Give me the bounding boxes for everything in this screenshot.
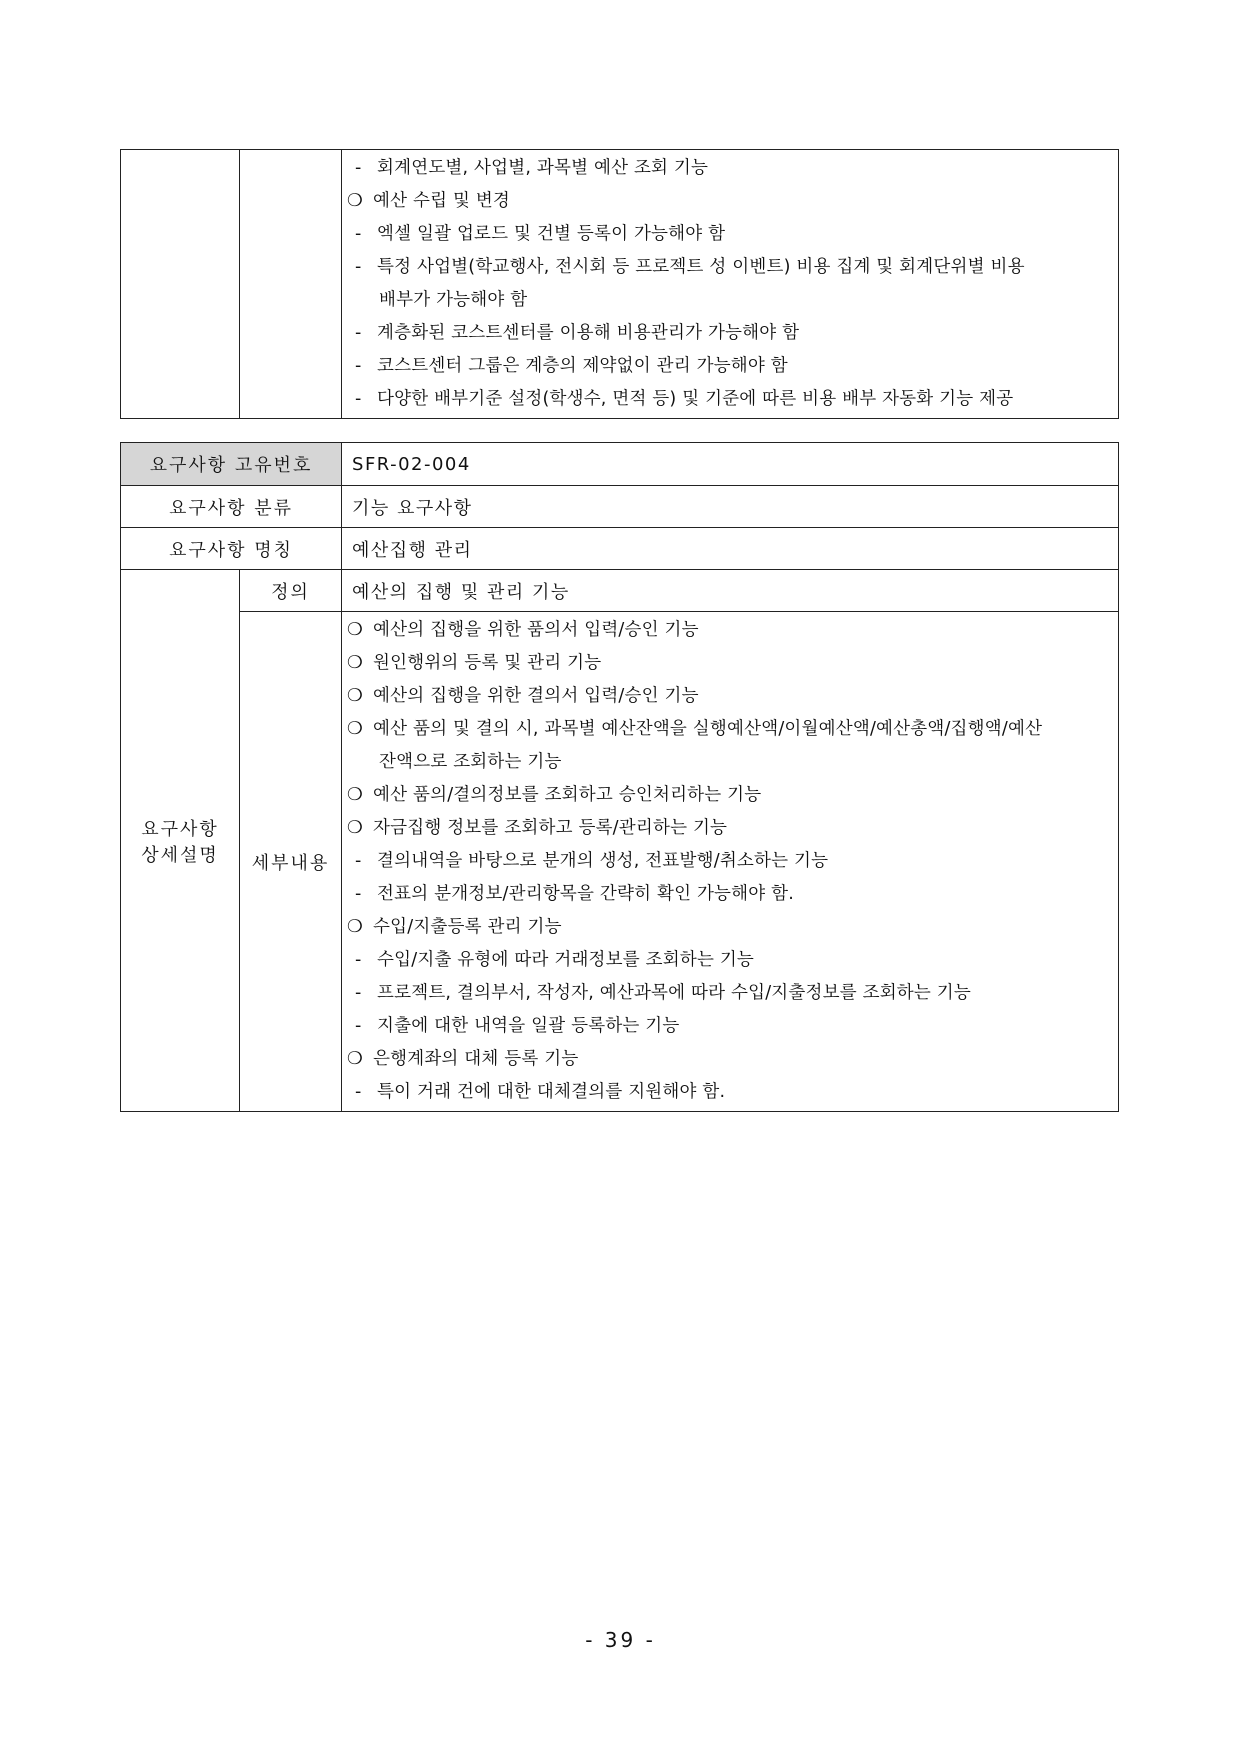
text-line xyxy=(347,317,1114,350)
requirement-name-label: 요구사항 명칭 xyxy=(121,528,342,570)
dash-marker: - xyxy=(355,983,362,1003)
text-line xyxy=(347,1010,1114,1043)
text-line xyxy=(347,218,1114,251)
line-text: 원인행위의 등록 및 관리 기능 xyxy=(373,653,602,673)
line-text: 예산 품의/결의정보를 조회하고 승인처리하는 기능 xyxy=(373,785,762,805)
line-text: 수입/지출 유형에 따라 거래정보를 조회하는 기능 xyxy=(377,950,755,970)
circle-bullet-icon: ❍ xyxy=(347,719,363,739)
text-line xyxy=(347,746,1114,779)
requirement-category-value: 기능 요구사항 xyxy=(342,486,1119,528)
text-line xyxy=(347,812,1114,845)
circle-bullet-icon: ❍ xyxy=(347,653,363,673)
line-text: 예산의 집행을 위한 품의서 입력/승인 기능 xyxy=(373,620,699,640)
line-text: 수입/지출등록 관리 기능 xyxy=(373,917,562,937)
definition-value: 예산의 집행 및 관리 기능 xyxy=(342,570,1119,612)
line-text: 특정 사업별(학교행사, 전시회 등 프로젝트 성 이벤트) 비용 집계 및 회계단위별 비용 xyxy=(377,257,1025,277)
text-line xyxy=(347,152,1114,185)
line-text: 자금집행 정보를 조회하고 등록/관리하는 기능 xyxy=(373,818,728,838)
circle-bullet-icon: ❍ xyxy=(347,686,363,706)
text-line xyxy=(347,845,1114,878)
detail-label-line-2: 상세설명 xyxy=(141,844,219,866)
dash-marker: - xyxy=(355,323,362,343)
line-text: 배부가 가능해야 함 xyxy=(379,290,528,310)
dash-marker: - xyxy=(355,158,362,178)
dash-marker: - xyxy=(355,1082,362,1102)
line-text: 코스트센터 그룹은 계층의 제약없이 관리 가능해야 함 xyxy=(377,356,788,376)
line-text: 계층화된 코스트센터를 이용해 비용관리가 가능해야 함 xyxy=(377,323,800,343)
requirement-id-label: 요구사항 고유번호 xyxy=(121,443,342,486)
dash-marker: - xyxy=(355,389,362,409)
text-line xyxy=(347,878,1114,911)
line-text: 프로젝트, 결의부서, 작성자, 예산과목에 따라 수입/지출정보를 조회하는 기능 xyxy=(377,983,971,1003)
text-line xyxy=(347,383,1114,416)
details-lines xyxy=(342,612,1119,1112)
dash-marker: - xyxy=(355,950,362,970)
requirement-table xyxy=(120,442,1119,1112)
circle-bullet-icon: ❍ xyxy=(347,191,363,211)
text-line xyxy=(347,977,1114,1010)
circle-bullet-icon: ❍ xyxy=(347,785,363,805)
line-text: 예산 수립 및 변경 xyxy=(373,191,511,211)
dash-marker: - xyxy=(355,851,362,871)
text-line xyxy=(347,284,1114,317)
line-text: 다양한 배부기준 설정(학생수, 면적 등) 및 기준에 따른 비용 배부 자동화 기능 제공 xyxy=(377,389,1014,409)
empty-cell xyxy=(121,150,240,419)
text-line xyxy=(347,1043,1114,1076)
line-text: 회계연도별, 사업별, 과목별 예산 조회 기능 xyxy=(377,158,709,178)
empty-cell xyxy=(240,150,342,419)
line-text: 예산 품의 및 결의 시, 과목별 예산잔액을 실행예산액/이월예산액/예산총액/집행액/예산 xyxy=(373,719,1043,739)
text-line xyxy=(347,350,1114,383)
text-line xyxy=(347,647,1114,680)
detail-label-line-1: 요구사항 xyxy=(141,818,219,840)
definition-label: 정의 xyxy=(240,570,342,612)
text-line xyxy=(347,251,1114,284)
line-text: 은행계좌의 대체 등록 기능 xyxy=(373,1049,579,1069)
text-line xyxy=(347,713,1114,746)
line-text: 특이 거래 건에 대한 대체결의를 지원해야 함. xyxy=(377,1082,726,1102)
circle-bullet-icon: ❍ xyxy=(347,620,363,640)
text-line xyxy=(347,614,1114,647)
continuation-lines xyxy=(342,150,1119,419)
continuation-table xyxy=(120,149,1119,419)
line-text: 예산의 집행을 위한 결의서 입력/승인 기능 xyxy=(373,686,699,706)
line-text: 전표의 분개정보/관리항목을 간략히 확인 가능해야 함. xyxy=(377,884,794,904)
page-number: - 39 - xyxy=(585,1628,656,1652)
requirement-category-label: 요구사항 분류 xyxy=(121,486,342,528)
dash-marker: - xyxy=(355,356,362,376)
line-text: 엑셀 일괄 업로드 및 건별 등록이 가능해야 함 xyxy=(377,224,726,244)
circle-bullet-icon: ❍ xyxy=(347,1049,363,1069)
dash-marker: - xyxy=(355,884,362,904)
text-line xyxy=(347,911,1114,944)
line-text: 잔액으로 조회하는 기능 xyxy=(379,752,562,772)
text-line xyxy=(347,185,1114,218)
dash-marker: - xyxy=(355,257,362,277)
requirement-detail-label xyxy=(121,570,240,1112)
line-text: 결의내역을 바탕으로 분개의 생성, 전표발행/취소하는 기능 xyxy=(377,851,829,871)
dash-marker: - xyxy=(355,1016,362,1036)
text-line xyxy=(347,1076,1114,1109)
requirement-name-value: 예산집행 관리 xyxy=(342,528,1119,570)
circle-bullet-icon: ❍ xyxy=(347,818,363,838)
requirement-id-value: SFR-02-004 xyxy=(342,443,1119,486)
dash-marker: - xyxy=(355,224,362,244)
text-line xyxy=(347,944,1114,977)
circle-bullet-icon: ❍ xyxy=(347,917,363,937)
details-label: 세부내용 xyxy=(240,612,342,1112)
text-line xyxy=(347,680,1114,713)
text-line xyxy=(347,779,1114,812)
line-text: 지출에 대한 내역을 일괄 등록하는 기능 xyxy=(377,1016,680,1036)
